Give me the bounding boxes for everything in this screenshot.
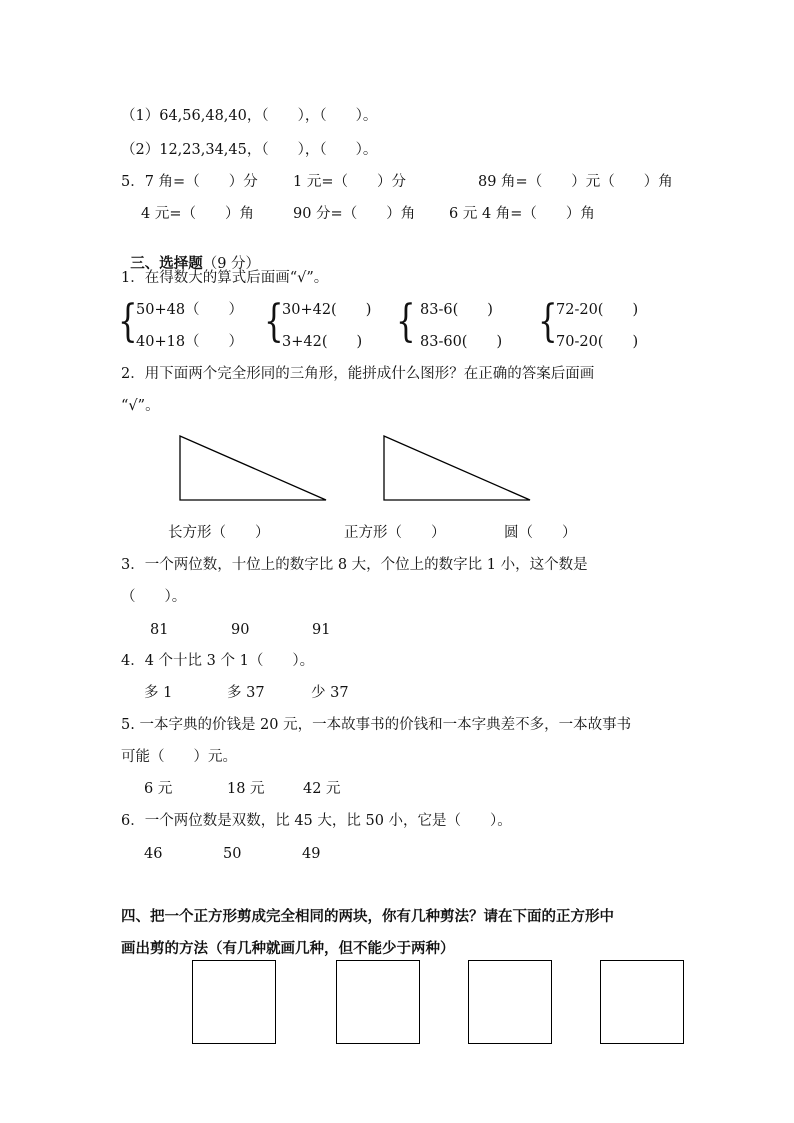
drawing-square-2[interactable] xyxy=(336,960,420,1044)
q3-3-prompt-line2: （ ）。 xyxy=(121,589,187,605)
q3-option-c: 91 xyxy=(312,622,331,638)
triangle-left xyxy=(178,434,330,504)
q5-yuan-jiao-to-jiao: 6 元 4 角=（ ）角 xyxy=(449,206,595,222)
drawing-square-3[interactable] xyxy=(468,960,552,1044)
q3-2-prompt-line2: “√”。 xyxy=(121,398,160,414)
section3-score: （9 分） xyxy=(202,256,261,272)
q3-4-prompt: 4．4 个十比 3 个 1（ ）。 xyxy=(121,653,315,669)
pair-4-bottom: 70-20( ) xyxy=(556,334,639,350)
q5-option-b: 18 元 xyxy=(227,781,265,797)
pair-1-top: 50+48（ ） xyxy=(136,302,244,318)
q4-option-c: 少 37 xyxy=(311,685,349,701)
q5-yuan-to-fen: 1 元=（ ）分 xyxy=(293,174,406,190)
q3-5-prompt-line1: 5. 一本字典的价钱是 20 元，一本故事书的价钱和一本字典差不多，一本故事书 xyxy=(121,717,632,733)
q3-3-prompt-line1: 3．一个两位数，十位上的数字比 8 大，个位上的数字比 1 小，这个数是 xyxy=(121,557,588,573)
sequence-question-1: （1）64,56,48,40，（ ），（ ）。 xyxy=(121,108,378,124)
q2-option-rectangle: 长方形（ ） xyxy=(168,525,270,541)
triangle-right xyxy=(382,434,534,504)
q2-option-square: 正方形（ ） xyxy=(344,525,446,541)
drawing-square-1[interactable] xyxy=(192,960,276,1044)
q5-yuan-to-jiao: 4 元=（ ）角 xyxy=(141,206,254,222)
q5-option-c: 42 元 xyxy=(303,781,341,797)
q5-jiao-to-fen: 5．7 角=（ ）分 xyxy=(121,174,258,190)
q3-5-prompt-line2: 可能（ ）元。 xyxy=(121,749,237,765)
q6-option-c: 49 xyxy=(302,846,321,862)
pair-4-top: 72-20( ) xyxy=(556,302,639,318)
brace-1: { xyxy=(118,296,138,347)
q4-option-b: 多 37 xyxy=(227,685,265,701)
q6-option-b: 50 xyxy=(223,846,242,862)
pair-3-bottom: 83-60( ) xyxy=(420,334,503,350)
sequence-question-2: （2）12,23,34,45，（ ），（ ）。 xyxy=(121,142,378,158)
q3-6-prompt: 6．一个两位数是双数，比 45 大，比 50 小，它是（ ）。 xyxy=(121,813,512,829)
pair-1-bottom: 40+18（ ） xyxy=(136,334,244,350)
section3-title: 三、选择题 xyxy=(130,255,203,272)
drawing-square-4[interactable] xyxy=(600,960,684,1044)
q3-option-a: 81 xyxy=(150,622,169,638)
pair-3-top: 83-6( ) xyxy=(420,302,493,318)
pair-2-top: 30+42( ) xyxy=(282,302,372,318)
q6-option-a: 46 xyxy=(144,846,163,862)
pair-2-bottom: 3+42( ) xyxy=(282,334,363,350)
section3-heading xyxy=(121,237,260,273)
q3-option-b: 90 xyxy=(231,622,250,638)
q3-2-prompt-line1: 2．用下面两个完全形同的三角形，能拼成什么图形？在正确的答案后面画 xyxy=(121,366,595,382)
q2-option-circle: 圆（ ） xyxy=(504,525,577,541)
q5-jiao-to-yuan-jiao: 89 角=（ ）元（ ）角 xyxy=(478,174,673,190)
section4-heading-line2: 画出剪的方法（有几种就画几种，但不能少于两种） xyxy=(121,940,455,957)
brace-3: { xyxy=(396,296,416,347)
q5-option-a: 6 元 xyxy=(144,781,173,797)
brace-2: { xyxy=(264,296,284,347)
brace-4: { xyxy=(538,296,558,347)
section4-heading-line1: 四、把一个正方形剪成完全相同的两块，你有几种剪法？请在下面的正方形中 xyxy=(121,908,614,925)
q4-option-a: 多 1 xyxy=(144,685,173,701)
q5-fen-to-jiao: 90 分=（ ）角 xyxy=(293,206,416,222)
q3-1-prompt: 1．在得数大的算式后面画“√”。 xyxy=(121,270,329,286)
